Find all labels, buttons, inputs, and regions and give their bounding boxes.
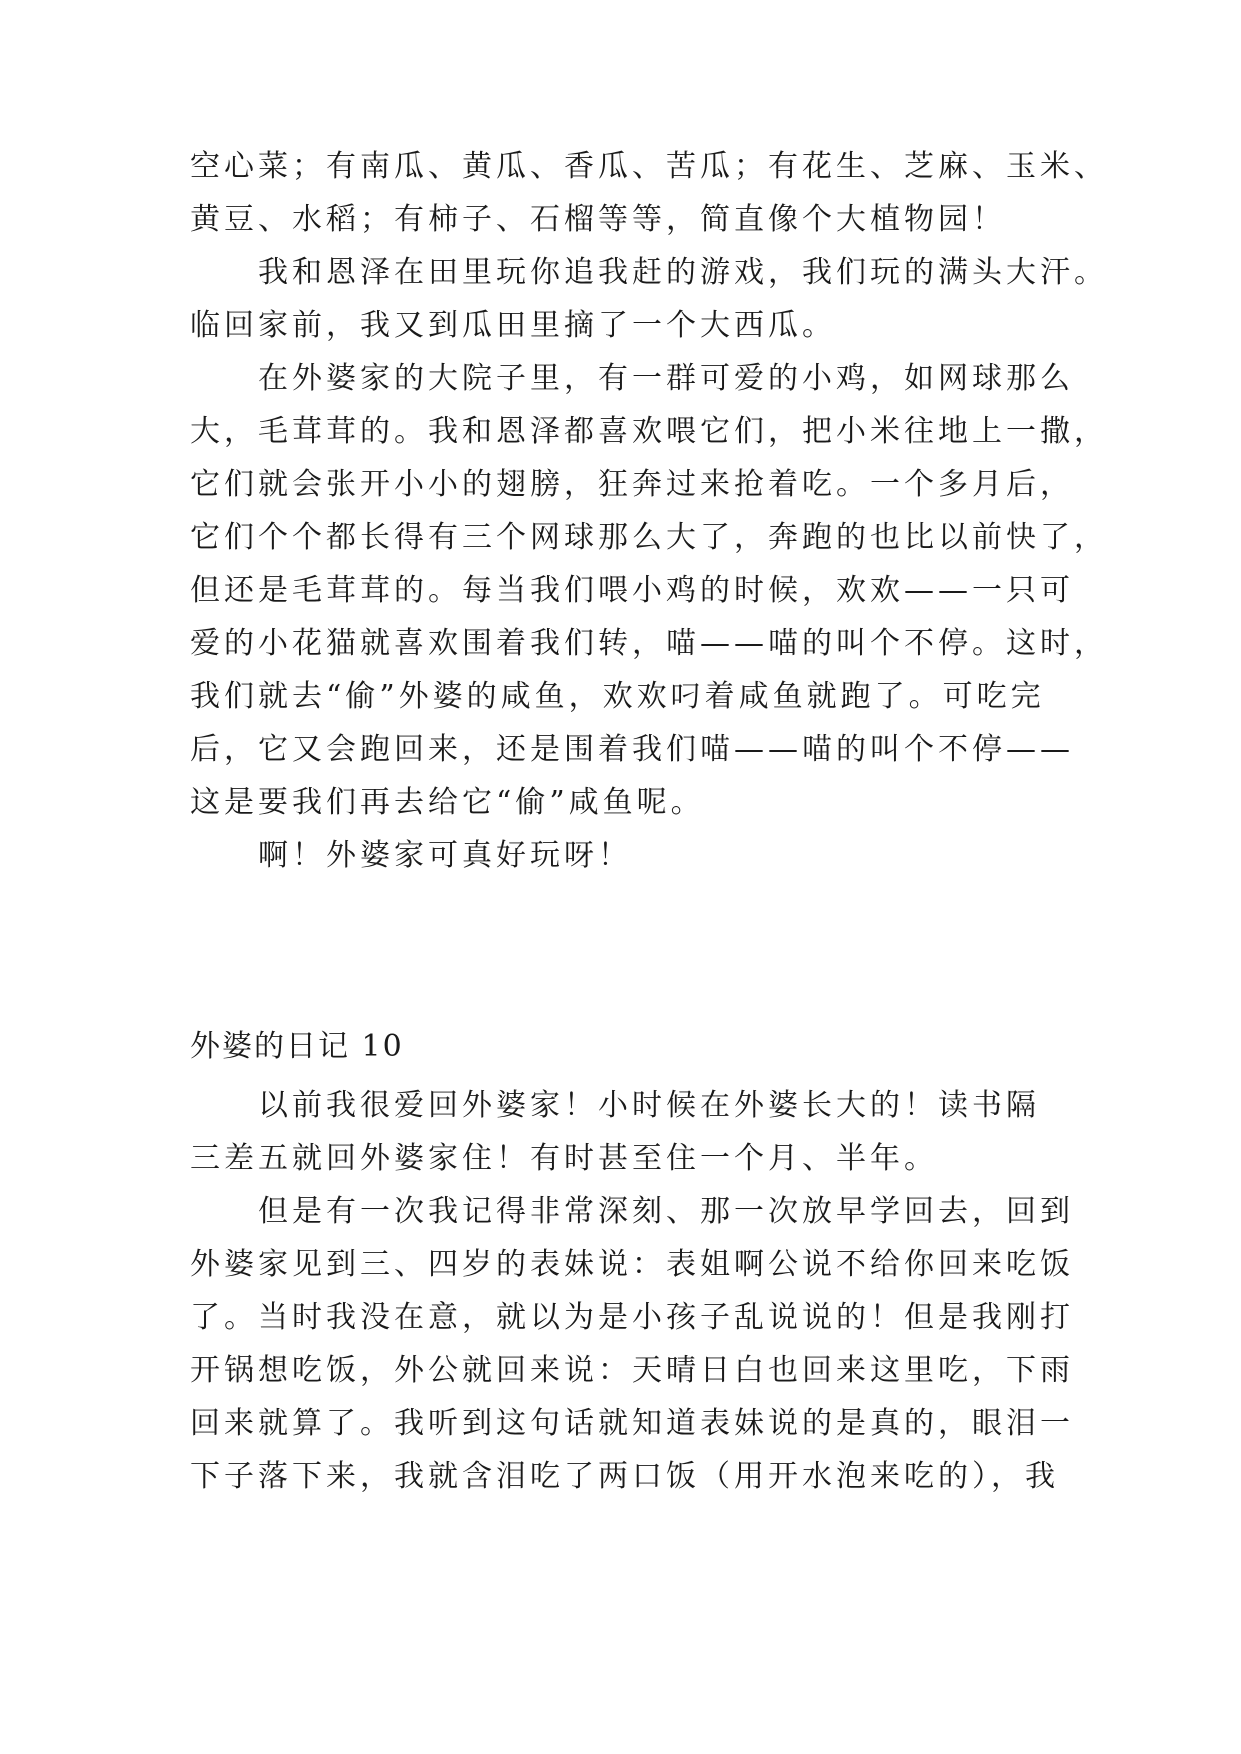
paragraph-line: 黄豆、水稻；有柿子、石榴等等，简直像个大植物园！ bbox=[190, 202, 1006, 237]
paragraph-line: 但是有一次我记得非常深刻、那一次放早学回去，回到 bbox=[258, 1194, 1074, 1229]
paragraph-line: 在外婆家的大院子里，有一群可爱的小鸡，如网球那么 bbox=[258, 361, 1074, 396]
paragraph-line: 它们就会张开小小的翅膀，狂奔过来抢着吃。一个多月后， bbox=[190, 467, 1074, 502]
paragraph-line: 啊！外婆家可真好玩呀！ bbox=[258, 838, 632, 873]
paragraph-line: 了。当时我没在意，就以为是小孩子乱说说的！但是我刚打 bbox=[190, 1300, 1074, 1335]
paragraph-line: 这是要我们再去给它“偷”咸鱼呢。 bbox=[190, 785, 705, 820]
paragraph-line: 空心菜；有南瓜、黄瓜、香瓜、苦瓜；有花生、芝麻、玉米、 bbox=[190, 149, 1108, 184]
paragraph-line: 下子落下来，我就含泪吃了两口饭（用开水泡来吃的），我 bbox=[190, 1459, 1059, 1494]
paragraph-line: 临回家前，我又到瓜田里摘了一个大西瓜。 bbox=[190, 308, 836, 343]
paragraph-line: 以前我很爱回外婆家！小时候在外婆长大的！读书隔 bbox=[258, 1088, 1040, 1123]
paragraph-line: 我们就去“偷”外婆的咸鱼，欢欢叼着咸鱼就跑了。可吃完 bbox=[190, 679, 1045, 714]
paragraph-line: 但还是毛茸茸的。每当我们喂小鸡的时候，欢欢——一只可 bbox=[190, 573, 1074, 608]
paragraph-line: 它们个个都长得有三个网球那么大了，奔跑的也比以前快了， bbox=[190, 520, 1108, 555]
paragraph-line: 开锅想吃饭，外公就回来说：天晴日白也回来这里吃，下雨 bbox=[190, 1353, 1074, 1388]
paragraph-line: 大，毛茸茸的。我和恩泽都喜欢喂它们，把小米往地上一撒， bbox=[190, 414, 1108, 449]
paragraph-line: 我和恩泽在田里玩你追我赶的游戏，我们玩的满头大汗。 bbox=[258, 255, 1108, 290]
paragraph-line: 后，它又会跑回来，还是围着我们喵——喵的叫个不停—— bbox=[190, 732, 1074, 767]
paragraph-line: 爱的小花猫就喜欢围着我们转，喵——喵的叫个不停。这时， bbox=[190, 626, 1108, 661]
paragraph-line: 三差五就回外婆家住！有时甚至住一个月、半年。 bbox=[190, 1141, 938, 1176]
paragraph-line: 外婆家见到三、四岁的表妹说：表姐啊公说不给你回来吃饭 bbox=[190, 1247, 1074, 1282]
section-title: 外婆的日记 10 bbox=[190, 1029, 404, 1064]
paragraph-line: 回来就算了。我听到这句话就知道表妹说的是真的，眼泪一 bbox=[190, 1406, 1074, 1441]
